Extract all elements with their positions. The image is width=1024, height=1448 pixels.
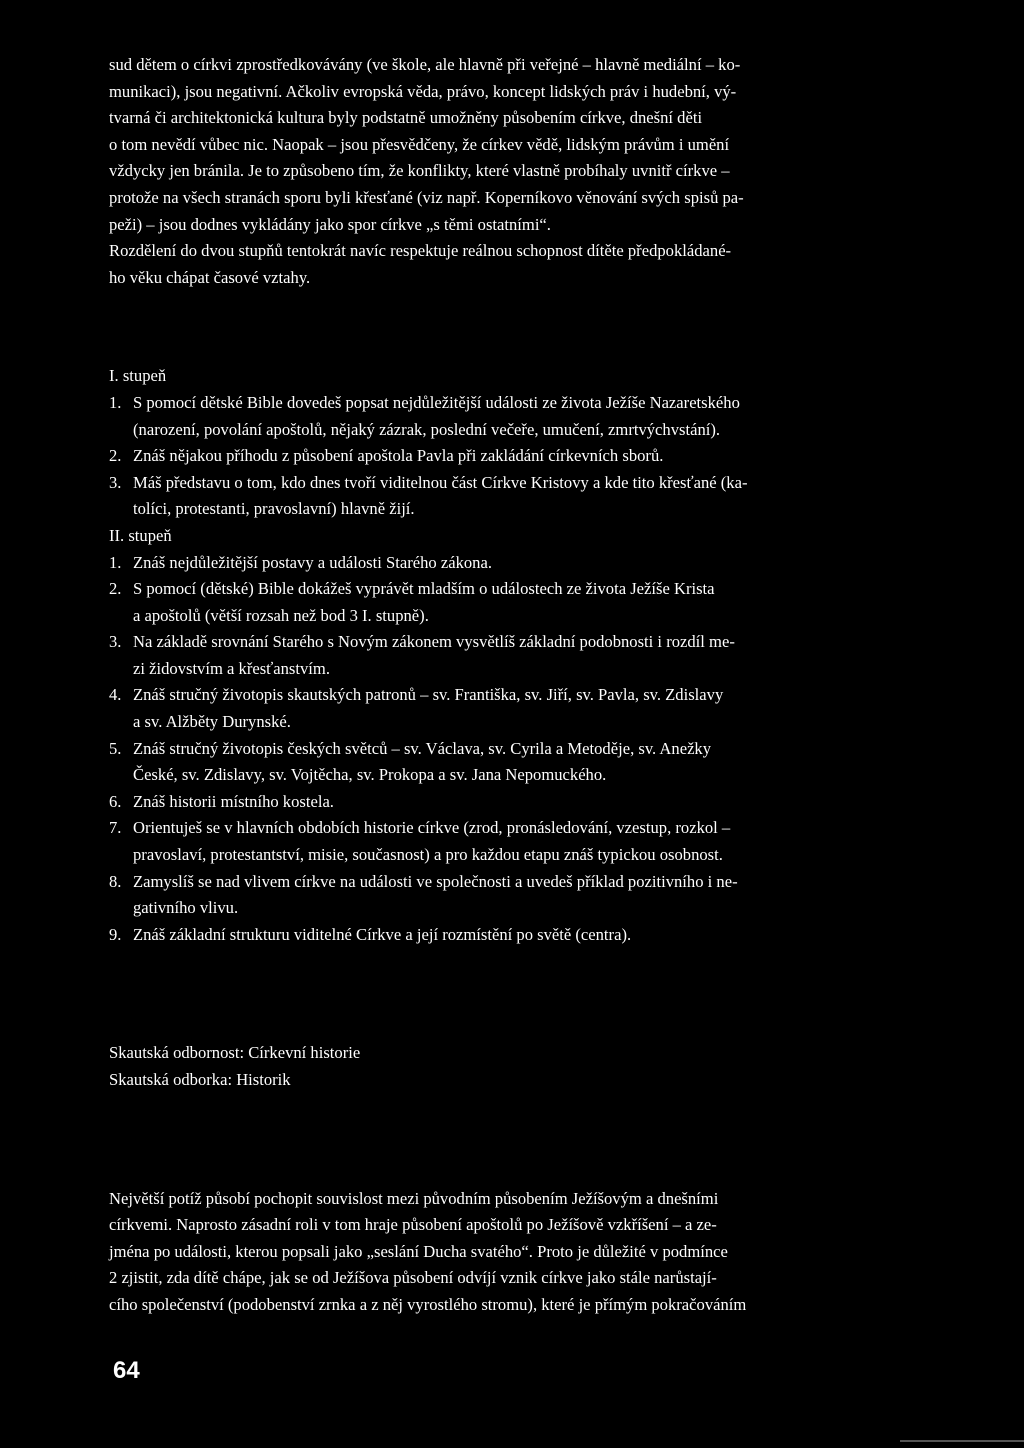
- item-line: zi židovstvím a křesťanstvím.: [133, 658, 330, 678]
- item-text: [133, 682, 959, 735]
- item-number: 3.: [109, 632, 122, 652]
- item-line: Znáš nejdůležitější postavy a události Starého zákona.: [133, 552, 492, 572]
- item-number: 9.: [109, 924, 122, 944]
- list-item: [109, 576, 959, 629]
- outro-line: církvemi. Naprosto zásadní roli v tom hraje působení apoštolů po Ježíšově vzkříšení – a ze-: [109, 1215, 717, 1235]
- list-item: [109, 736, 959, 789]
- list-item: [109, 789, 959, 816]
- item-line: Znáš základní strukturu viditelné Církve a její rozmístění po světě (centra).: [133, 924, 632, 944]
- intro-line: sud dětem o církvi zprostředkovávány (ve škole, ale hlavně při veřejné – hlavně mediální – ko-: [109, 55, 741, 74]
- item-number: 7.: [109, 818, 122, 838]
- intro-line: peži) – jsou dodnes vykládány jako spor církve „s těmi ostatními“.: [109, 214, 551, 234]
- item-text: [133, 576, 959, 629]
- list-item: [109, 390, 959, 443]
- outro-line: Největší potíž působí pochopit souvislost mezi původním působením Ježíšovým a dnešními: [109, 1188, 719, 1208]
- item-line: a sv. Alžběty Durynské.: [133, 712, 291, 732]
- page-number: 64: [113, 1357, 140, 1384]
- item-text: [133, 470, 959, 523]
- item-number: 1.: [109, 392, 122, 412]
- item-number: 3.: [109, 472, 122, 492]
- item-line: tolíci, protestanti, pravoslavní) hlavně žijí.: [133, 499, 415, 519]
- intro-line: Rozdělení do dvou stupňů tentokrát navíc respektuje reálnou schopnost dítěte předpokládané-: [109, 241, 732, 261]
- list-item: [109, 682, 959, 735]
- item-text: [133, 736, 959, 789]
- outro-paragraph: [109, 1186, 959, 1319]
- item-line: České, sv. Zdislavy, sv. Vojtěcha, sv. Prokopa a sv. Jana Nepomuckého.: [133, 765, 607, 785]
- item-text: [133, 922, 959, 949]
- item-line: Na základě srovnání Starého s Novým zákonem vysvětlíš základní podobnosti i rozdíl me-: [133, 632, 735, 652]
- intro-paragraph: [109, 52, 959, 291]
- intro-line: ho věku chápat časové vztahy.: [109, 267, 311, 287]
- item-line: Zamyslíš se nad vlivem církve na události ve společnosti a uvedeš příklad pozitivního i ne-: [133, 871, 738, 891]
- list-item: [109, 869, 959, 922]
- item-line: a apoštolů (větší rozsah než bod 3 I. stupně).: [133, 605, 429, 625]
- stage1-heading: I. stupeň: [109, 366, 167, 386]
- item-text: [133, 869, 959, 922]
- list-item: [109, 815, 959, 868]
- intro-line: munikaci), jsou negativní. Ačkoliv evropská věda, právo, koncept lidských práv i hudební, vý-: [109, 81, 737, 101]
- item-line: Znáš stručný životopis skautských patronů – sv. Františka, sv. Jiří, sv. Pavla, sv. Zdislavy: [133, 685, 724, 705]
- badge-line: Skautská odborka: Historik: [109, 1070, 291, 1089]
- item-number: 2.: [109, 579, 122, 599]
- item-line: S pomocí dětské Bible dovedeš popsat nejdůležitější události ze života Ježíše Nazaretského: [133, 392, 740, 412]
- outro-line: 2 zjistit, zda dítě chápe, jak se od Ježíšova působení odvíjí vznik církve jako stále narůstají-: [109, 1268, 717, 1288]
- outro-line: cího společenství (podobenství zrnka a z něj vyrostlého stromu), které je přímým pokračováním: [109, 1294, 747, 1314]
- item-line: Orientuješ se v hlavních obdobích historie církve (zrod, pronásledování, vzestup, rozkol –: [133, 818, 731, 838]
- item-number: 2.: [109, 446, 122, 466]
- spacer: [109, 948, 959, 1040]
- spacer: [109, 291, 959, 363]
- bottom-rule: [900, 1440, 1024, 1442]
- badge-line: Skautská odbornost: Církevní historie: [109, 1043, 361, 1063]
- item-text: [133, 629, 959, 682]
- list-item: [109, 550, 959, 577]
- item-line: pravoslaví, protestantství, misie, současnost) a pro každou etapu znáš typickou osobnost.: [133, 845, 723, 865]
- item-text: [133, 789, 959, 816]
- intro-line: tvarná či architektonická kultura byly podstatně umožněny působením církve, dnešní děti: [109, 108, 703, 128]
- list-item: [109, 922, 959, 949]
- outro-line: jména po události, kterou popsali jako „seslání Ducha svatého“. Proto je důležité v podmínce: [109, 1241, 728, 1261]
- item-line: Máš představu o tom, kdo dnes tvoří viditelnou část Církve Kristovy a kde tito křesťané (ka-: [133, 472, 748, 492]
- item-text: [133, 550, 959, 577]
- badges-block: [109, 1040, 959, 1093]
- item-number: 8.: [109, 871, 122, 891]
- item-number: 5.: [109, 738, 122, 758]
- item-line: (narození, povolání apoštolů, nějaký zázrak, poslední večeře, umučení, zmrtvýchvstání).: [133, 419, 721, 439]
- item-text: [133, 815, 959, 868]
- item-number: 4.: [109, 685, 122, 705]
- stage2-heading: II. stupeň: [109, 525, 172, 545]
- item-line: Znáš stručný životopis českých světců – sv. Václava, sv. Cyrila a Metoděje, sv. Anežky: [133, 738, 712, 758]
- item-number: 6.: [109, 791, 122, 811]
- page-content: [109, 52, 959, 1319]
- item-text: [133, 390, 959, 443]
- list-item: [109, 443, 959, 470]
- item-line: Znáš nějakou příhodu z působení apoštola Pavla při zakládání církevních sborů.: [133, 446, 664, 466]
- intro-line: protože na všech stranách sporu byli křesťané (viz např. Koperníkovo věnování svých spisů pa-: [109, 187, 744, 207]
- intro-line: vždycky jen bránila. Je to způsobeno tím, že konflikty, které vlastně probíhaly uvnitř církve –: [109, 161, 730, 181]
- item-line: gativního vlivu.: [133, 898, 239, 918]
- stage1-list: [109, 390, 959, 523]
- intro-line: o tom nevědí vůbec nic. Naopak – jsou přesvědčeny, že církev vědě, lidským právům i umění: [109, 134, 730, 154]
- item-text: [133, 443, 959, 470]
- item-line: S pomocí (dětské) Bible dokážeš vyprávět mladším o událostech ze života Ježíše Krista: [133, 579, 715, 599]
- stage2-list: [109, 550, 959, 949]
- list-item: [109, 470, 959, 523]
- item-number: 1.: [109, 552, 122, 572]
- spacer: [109, 1094, 959, 1186]
- list-item: [109, 629, 959, 682]
- item-line: Znáš historii místního kostela.: [133, 791, 334, 811]
